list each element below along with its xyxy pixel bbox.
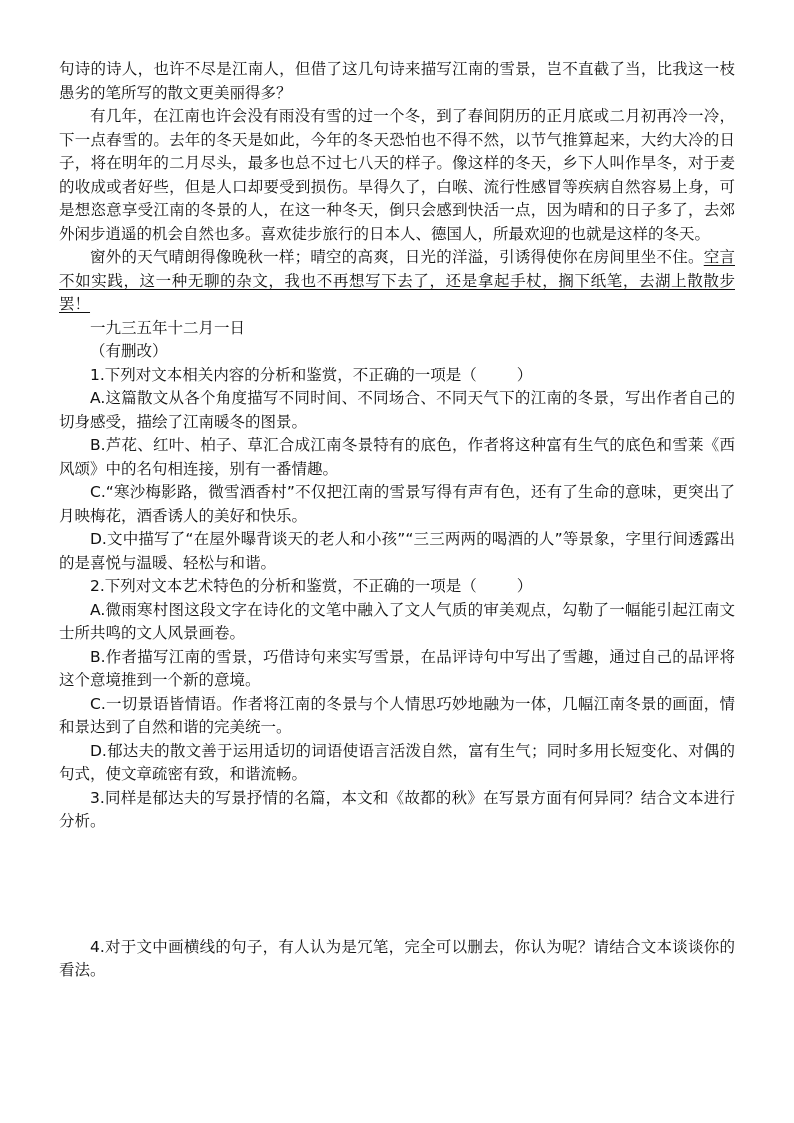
question-3: 3.同样是郁达夫的写景抒情的名篇，本文和《故都的秋》在写景方面有何异同？结合文本进行分析。 [59, 788, 735, 830]
passage-paragraph-3-text: 窗外的天气晴朗得像晚秋一样；晴空的高爽，日光的洋溢，引诱得使你在房间里坐不住。 [90, 248, 704, 266]
question-2-option-b: B.作者描写江南的雪景，巧借诗句来实写雪景，在品评诗句中写出了雪趣，通过自己的品评将这个意境推到一个新的意境。 [59, 647, 735, 689]
passage-paragraph-2: 有几年，在江南也许会没有雨没有雪的过一个冬，到了春间阴历的正月底或二月初再冷一冷，下一点春雪的。去年的冬天是如此，今年的冬天恐怕也不得不然，以节气推算起来，大约大冷的日子，将在明年的二月尽头，最多也总不过七八天的样子。像这样的冬天，乡下人叫作旱冬，对于麦的收成或者好些，但是人口却要受到损伤。旱得久了，白喉、流行性感冒等疾病自然容易上身，可是想恣意享受江南的冬景的人，在这一种冬天，倒只会感到快活一点，因为晴和的日子多了，去郊外闲步逍遥的机会自然也多。喜欢徒步旅行的日本人、德国人，所最欢迎的也就是这样的冬天。 [59, 107, 735, 243]
question-2-option-c: C.一切景语皆情语。作者将江南的冬景与个人情思巧妙地融为一体，几幅江南冬景的画面，情和景达到了自然和谐的完美统一。 [59, 694, 735, 736]
question-2-stem [59, 575, 735, 599]
question-4: 4.对于文中画横线的句子，有人认为是冗笔，完全可以删去，你认为呢？请结合文本谈谈你的看法。 [59, 937, 735, 979]
passage-paragraph-3 [59, 246, 735, 317]
passage-note: （有删改） [90, 342, 168, 360]
passage-date: 一九三五年十二月一日 [90, 318, 246, 337]
question-1-stem-text: 1.下列对文本相关内容的分析和鉴赏，不正确的一项是（ [90, 365, 477, 384]
question-1-option-d: D.文中描写了“在屋外曝背谈天的老人和小孩”“三三两两的喝酒的人”等景象，字里行间透露出的是喜悦与温暖、轻松与和谐。 [59, 530, 735, 572]
underlined-sentence: 空言不如实践，这一种无聊的杂文，我也不再想写下去了，还是拿起手杖，搁下纸笔，去湖上散散步罢！ [59, 248, 735, 313]
question-2-option-a: A.微雨寒村图这段文字在诗化的文笔中融入了文人气质的审美观点，勾勒了一幅能引起江南文士所共鸣的文人风景画卷。 [59, 600, 735, 642]
question-1-stem [59, 364, 735, 388]
question-1-option-b: B.芦花、红叶、柏子、草汇合成江南冬景特有的底色，作者将这种富有生气的底色和雪莱《西风颂》中的名句相连接，别有一番情趣。 [59, 436, 735, 478]
question-2-close: ） [516, 577, 533, 595]
question-2-stem-text: 2.下列对文本艺术特色的分析和鉴赏，不正确的一项是（ [90, 577, 477, 595]
question-1-close: ） [516, 365, 533, 384]
document-page [59, 58, 735, 983]
question-1-option-c: C.“寒沙梅影路，微雪酒香村”不仅把江南的雪景写得有声有色，还有了生命的意味，更突出了月映梅花，酒香诱人的美好和快乐。 [59, 483, 735, 525]
question-1-option-a: A.这篇散文从各个角度描写不同时间、不同场合、不同天气下的江南的冬景，写出作者自己的切身感受，描绘了江南暖冬的图景。 [59, 389, 735, 431]
question-2-option-d: D.郁达夫的散文善于运用适切的词语使语言活泼自然，富有生气；同时多用长短变化、对偶的句式，使文章疏密有致，和谐流畅。 [59, 741, 735, 783]
passage-paragraph-1: 句诗的诗人，也许不尽是江南人，但借了这几句诗来描写江南的雪景，岂不直截了当，比我这一枝愚劣的笔所写的散文更美丽得多？ [59, 60, 735, 102]
answer-space-3 [59, 834, 735, 936]
